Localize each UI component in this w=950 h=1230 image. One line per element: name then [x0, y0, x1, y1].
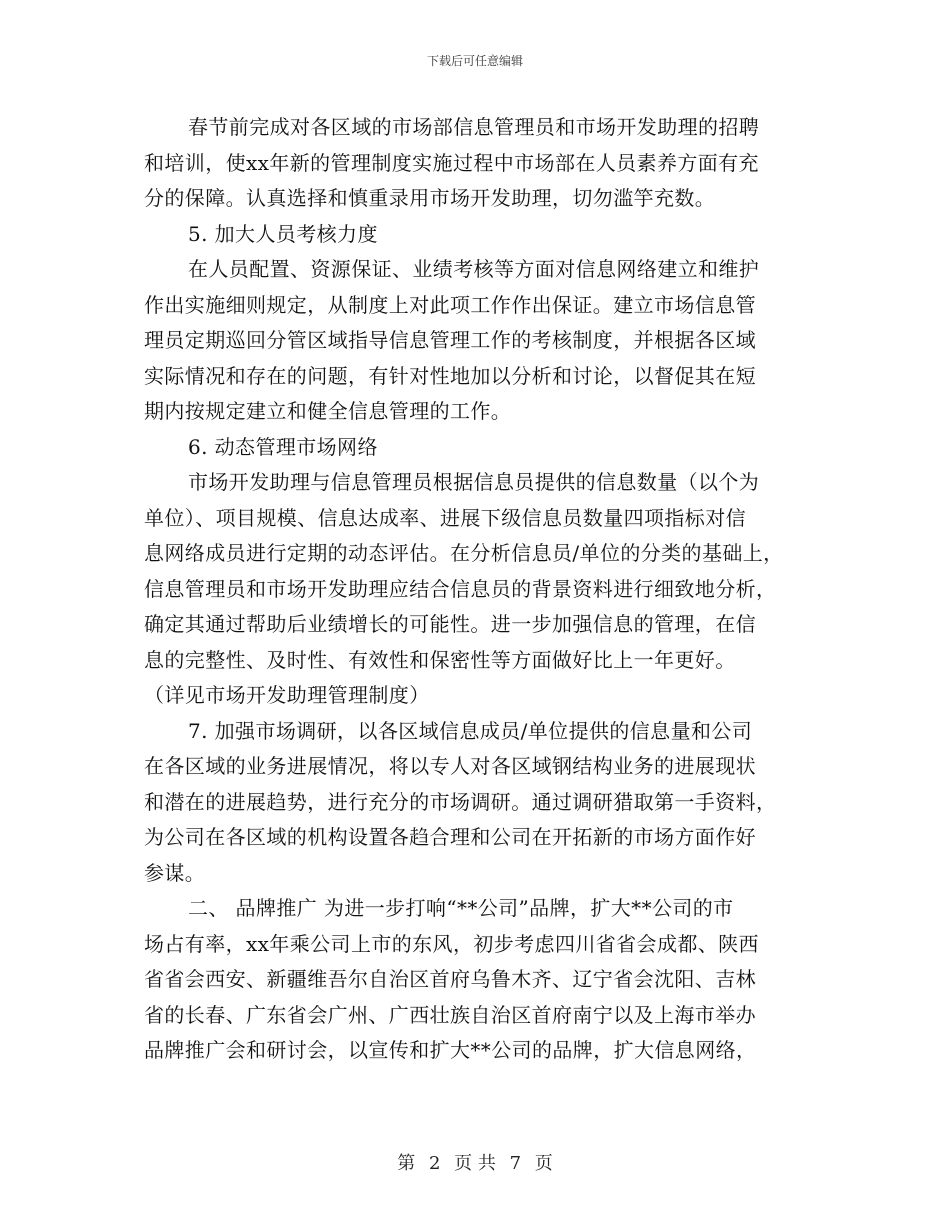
text-line: 为公司在各区域的机构设置各趋合理和公司在开拓新的市场方面作好: [144, 825, 756, 849]
text-line: 品牌推广会和研讨会，以宣传和扩大**公司的品牌，扩大信息网络，: [144, 1038, 757, 1062]
footer-middle: 页 共: [454, 1153, 496, 1174]
footer-suffix: 页: [534, 1153, 553, 1174]
text-line: 市场开发助理与信息管理员根据信息员提供的信息数量（以个为: [188, 470, 760, 494]
page-header: 下载后可任意编辑: [426, 54, 523, 68]
text-line: 息的完整性、及时性、有效性和保密性等方面做好比上一年更好。: [144, 647, 736, 672]
footer-prefix: 第: [397, 1153, 416, 1174]
text-line: 二、 品牌推广 为进一步打响“**公司”品牌，扩大**公司的市: [188, 896, 734, 920]
text-line: 和培训，使xx年新的管理制度实施过程中市场部在人员素养方面有充: [144, 150, 759, 175]
text-line: 6. 动态管理市场网络: [188, 434, 378, 459]
text-line: 息网络成员进行定期的动态评估。在分析信息员/单位的分类的基础上，: [144, 541, 784, 565]
text-line: 作出实施细则规定，从制度上对此项工作作出保证。建立市场信息管: [144, 292, 756, 317]
text-line: 参谋。: [144, 860, 206, 885]
text-line: 实际情况和存在的问题，有针对性地加以分析和讨论，以督促其在短: [144, 363, 756, 388]
text-line: 场占有率，xx年乘公司上市的东风，初步考虑四川省省会成都、陕西: [144, 931, 759, 956]
text-line: 7. 加强市场调研，以各区域信息成员/单位提供的信息量和公司: [188, 718, 753, 743]
page-footer: [0, 1149, 950, 1175]
text-line: 确定其通过帮助后业绩增长的可能性。进一步加强信息的管理，在信: [144, 612, 756, 636]
text-line: 期内按规定建立和健全信息管理的工作。: [144, 399, 512, 423]
text-line: 单位）、项目规模、信息达成率、进展下级信息员数量四项指标对信: [144, 505, 746, 530]
text-line: 省的长春、广东省会广州、广西壮族自治区首府南宁以及上海市举办: [144, 1002, 756, 1027]
text-line: 和潜在的进展趋势，进行充分的市场调研。通过调研猎取第一手资料，: [144, 789, 777, 814]
text-line: 5. 加大人员考核力度: [188, 221, 378, 246]
footer-total-pages: 7: [509, 1153, 522, 1174]
text-line: 省省会西安、新疆维吾尔自治区首府乌鲁木齐、辽宁省会沈阳、吉林: [144, 967, 756, 991]
text-line: 春节前完成对各区域的市场部信息管理员和市场开发助理的招聘: [188, 115, 760, 139]
text-line: （详见市场开发助理管理制度）: [144, 683, 430, 707]
text-line: 理员定期巡回分管区域指导信息管理工作的考核制度，并根据各区域: [144, 328, 756, 352]
text-line: 在人员配置、资源保证、业绩考核等方面对信息网络建立和维护: [188, 257, 760, 281]
footer-page-number: 2: [428, 1153, 441, 1174]
text-line: 分的保障。认真选择和慎重录用市场开发助理，切勿滥竽充数。: [144, 186, 716, 210]
document-body: [144, 110, 810, 1069]
text-line: 信息管理员和市场开发助理应结合信息员的背景资料进行细致地分析，: [144, 576, 777, 601]
text-line: 在各区域的业务进展情况，将以专人对各区域钢结构业务的进展现状: [144, 754, 756, 778]
